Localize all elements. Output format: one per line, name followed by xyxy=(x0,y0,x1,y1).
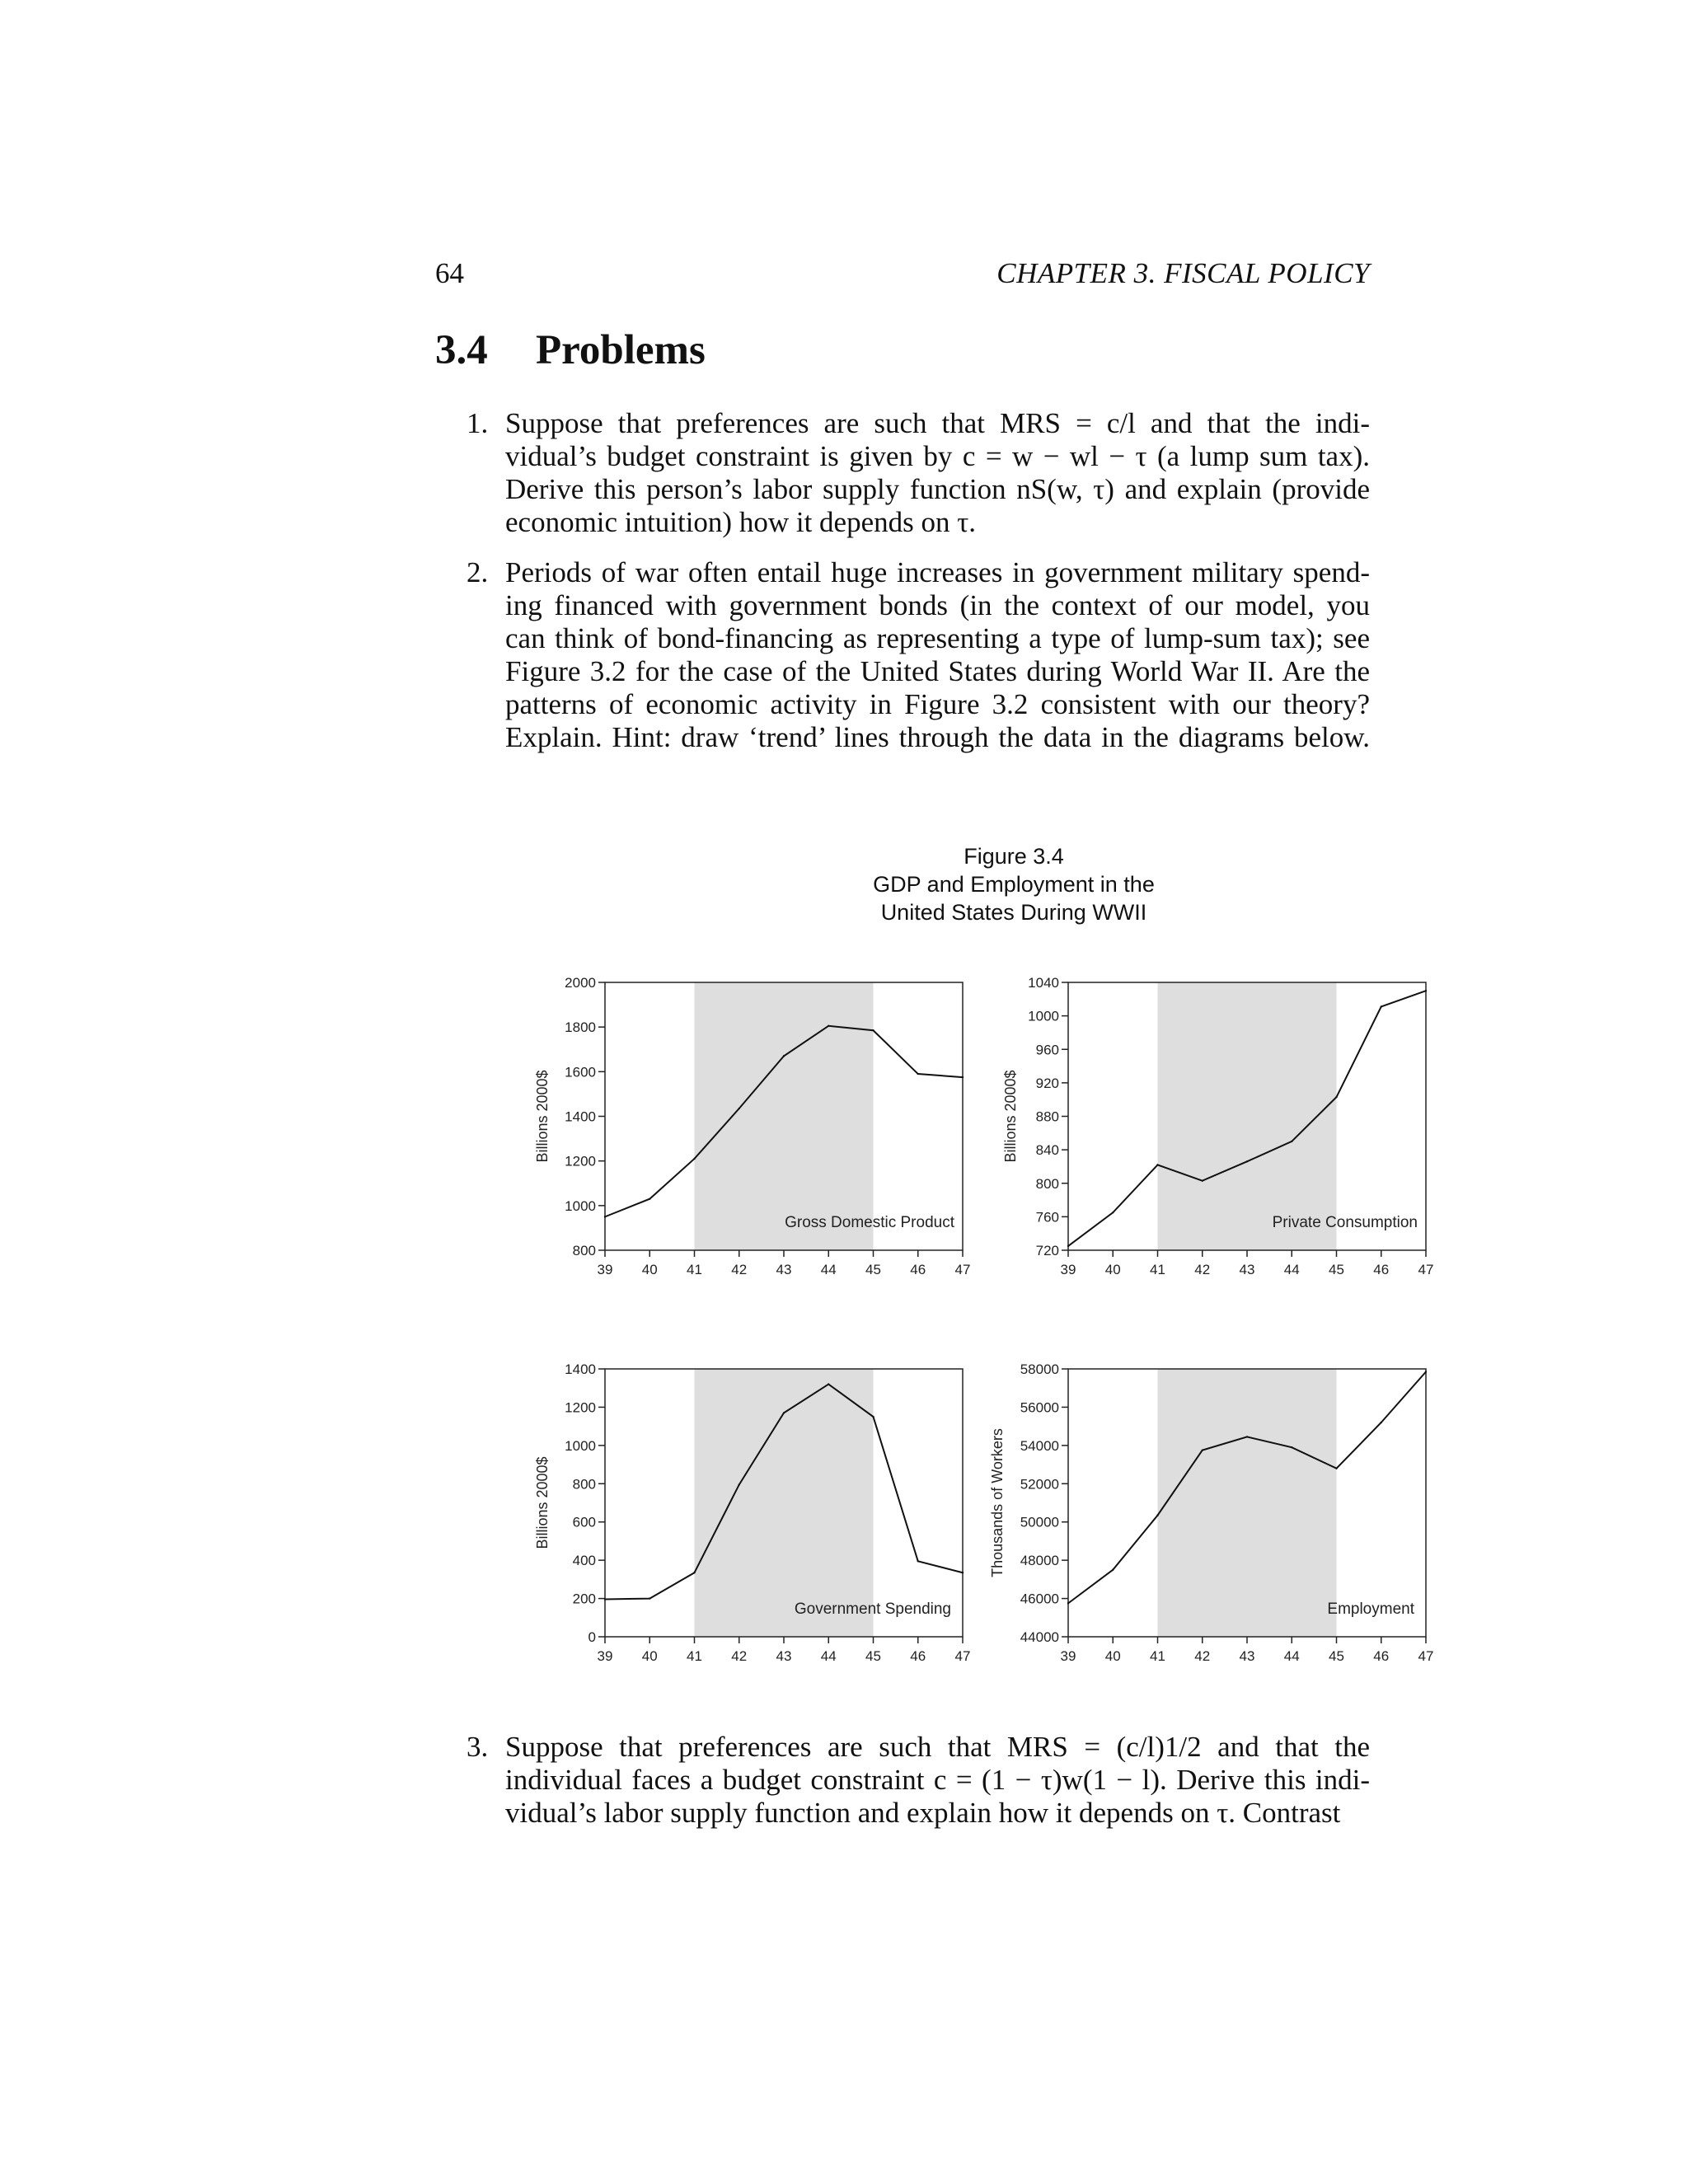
data-point xyxy=(1335,1468,1337,1469)
y-tick-label: 880 xyxy=(1035,1108,1059,1125)
data-point xyxy=(1112,1569,1114,1571)
data-point xyxy=(1202,1449,1203,1451)
data-point xyxy=(783,1055,785,1057)
y-tick-label: 920 xyxy=(1035,1075,1059,1091)
x-tick-label: 44 xyxy=(820,1262,837,1277)
x-tick-label: 43 xyxy=(776,1262,792,1277)
x-tick-label: 47 xyxy=(954,1262,971,1277)
problem-line: patterns of economic activity in Figure 3.2 consistent with our theory? xyxy=(505,688,1370,720)
section-number: 3.4 xyxy=(435,327,488,373)
chart-panel xyxy=(534,975,970,1277)
x-tick-label: 46 xyxy=(1373,1648,1390,1664)
figure-title-line: GDP and Employment in the xyxy=(873,872,1155,897)
data-point xyxy=(917,1073,919,1075)
chart-panel xyxy=(1002,975,1433,1277)
y-tick-label: 840 xyxy=(1035,1142,1059,1159)
problem-line: can think of bond-financing as representing a type of lump-sum tax); see xyxy=(505,622,1370,654)
data-point xyxy=(1156,1164,1158,1165)
data-point xyxy=(828,1383,829,1385)
x-tick-label: 44 xyxy=(1283,1262,1300,1277)
data-point xyxy=(1381,1005,1382,1007)
y-tick-label: 46000 xyxy=(1020,1591,1059,1607)
problem-number: 1. xyxy=(467,407,489,439)
problem-line: Periods of war often entail huge increases in government military spend- xyxy=(505,556,1370,588)
y-tick-label: 50000 xyxy=(1020,1514,1059,1530)
x-tick-label: 39 xyxy=(1060,1262,1076,1277)
section-title: Problems xyxy=(536,327,706,373)
y-tick-label: 1800 xyxy=(565,1019,596,1036)
y-tick-label: 1600 xyxy=(565,1064,596,1080)
problem-line: individual faces a budget constraint c = (1 − τ)w(1 − l). Derive this indi- xyxy=(505,1764,1370,1796)
y-tick-label: 48000 xyxy=(1020,1553,1059,1569)
problem-line: ing financed with government bonds (in the context of our model, you xyxy=(505,589,1370,621)
x-tick-label: 41 xyxy=(1150,1262,1165,1277)
y-tick-label: 54000 xyxy=(1020,1437,1059,1454)
problem-line: Suppose that preferences are such that MRS = c/l and that the indi- xyxy=(505,407,1370,439)
data-point xyxy=(693,1158,695,1160)
problem-line: vidual’s budget constraint is given by c = w − wl − τ (a lump sum tax). xyxy=(505,440,1370,472)
problem-line: Derive this person’s labor supply function nS(w, τ) and explain (provide xyxy=(505,473,1370,505)
data-point xyxy=(1425,990,1427,991)
x-tick-label: 43 xyxy=(1239,1262,1255,1277)
y-tick-label: 52000 xyxy=(1020,1476,1059,1493)
panel-label: Private Consumption xyxy=(1272,1214,1418,1231)
x-tick-label: 42 xyxy=(1194,1262,1211,1277)
x-tick-label: 39 xyxy=(1060,1648,1076,1664)
problem-line: vidual’s labor supply function and explain how it depends on τ. Contrast xyxy=(505,1797,1341,1829)
x-tick-label: 44 xyxy=(820,1648,837,1664)
y-tick-label: 400 xyxy=(572,1553,596,1569)
panel-label: Government Spending xyxy=(794,1601,951,1618)
data-point xyxy=(649,1198,650,1200)
x-tick-label: 41 xyxy=(687,1262,702,1277)
y-tick-label: 800 xyxy=(572,1476,596,1493)
data-point xyxy=(1112,1212,1114,1213)
y-axis-title: Thousands of Workers xyxy=(989,1428,1006,1577)
y-axis-title: Billions 2000$ xyxy=(1002,1070,1019,1163)
data-point xyxy=(604,1598,606,1600)
data-point xyxy=(1156,1514,1158,1516)
shaded-region xyxy=(1158,1369,1337,1637)
panel-label: Employment xyxy=(1327,1601,1414,1618)
y-tick-label: 58000 xyxy=(1020,1361,1059,1377)
data-point xyxy=(783,1412,785,1413)
problem-text xyxy=(505,1731,1370,1830)
data-point xyxy=(962,1076,964,1078)
y-tick-label: 800 xyxy=(572,1243,596,1258)
y-tick-label: 1040 xyxy=(1028,975,1059,991)
data-point xyxy=(738,1483,740,1485)
problem-line: economic intuition) how it depends on τ. xyxy=(505,506,977,538)
data-point xyxy=(1425,1371,1427,1372)
data-point xyxy=(1246,1436,1248,1437)
data-point xyxy=(1067,1245,1069,1247)
x-tick-label: 39 xyxy=(597,1262,613,1277)
problem-line: Figure 3.2 for the case of the United States during World War II. Are the xyxy=(505,655,1370,687)
data-point xyxy=(604,1216,606,1217)
x-tick-label: 47 xyxy=(1418,1648,1434,1664)
data-point xyxy=(917,1560,919,1562)
shaded-region xyxy=(1158,982,1337,1250)
y-tick-label: 600 xyxy=(572,1514,596,1530)
data-point xyxy=(693,1572,695,1573)
problem-line: Suppose that preferences are such that MRS = (c/l)1/2 and that the xyxy=(505,1731,1370,1763)
y-tick-label: 1000 xyxy=(565,1197,596,1214)
x-tick-label: 46 xyxy=(910,1648,926,1664)
x-tick-label: 43 xyxy=(776,1648,792,1664)
data-point xyxy=(649,1597,650,1599)
x-tick-label: 42 xyxy=(731,1262,748,1277)
panel-label: Gross Domestic Product xyxy=(785,1214,954,1231)
y-tick-label: 760 xyxy=(1035,1209,1059,1226)
data-point xyxy=(1291,1446,1292,1448)
shaded-region xyxy=(695,982,874,1250)
y-tick-label: 1000 xyxy=(1028,1008,1059,1024)
y-tick-label: 960 xyxy=(1035,1042,1059,1058)
y-tick-label: 200 xyxy=(572,1591,596,1607)
y-tick-label: 1200 xyxy=(565,1399,596,1416)
data-point xyxy=(1381,1422,1382,1423)
page-number: 64 xyxy=(435,257,464,289)
chart-panel xyxy=(989,1361,1433,1664)
x-tick-label: 47 xyxy=(1418,1262,1434,1277)
y-tick-label: 800 xyxy=(1035,1175,1059,1192)
x-tick-label: 41 xyxy=(1150,1648,1165,1664)
data-point xyxy=(1335,1096,1337,1098)
problem-line: Explain. Hint: draw ‘trend’ lines through the data in the diagrams below. xyxy=(505,721,1370,753)
problem-number: 2. xyxy=(467,556,489,588)
x-tick-label: 47 xyxy=(954,1648,971,1664)
data-point xyxy=(1067,1602,1069,1604)
y-tick-label: 2000 xyxy=(565,975,596,991)
x-tick-label: 40 xyxy=(641,1648,658,1664)
chapter-title: CHAPTER 3. FISCAL POLICY xyxy=(996,257,1370,289)
data-point xyxy=(1202,1180,1203,1182)
y-tick-label: 0 xyxy=(588,1629,596,1645)
y-tick-label: 1400 xyxy=(565,1361,596,1377)
shaded-region xyxy=(695,1369,874,1637)
problem-3 xyxy=(467,1731,1370,1830)
data-point xyxy=(872,1029,874,1031)
y-tick-label: 720 xyxy=(1035,1243,1059,1258)
x-tick-label: 40 xyxy=(1104,1262,1121,1277)
data-point xyxy=(1246,1160,1248,1162)
problem-number: 3. xyxy=(467,1731,489,1763)
figure-title-line: Figure 3.4 xyxy=(964,844,1064,869)
x-tick-label: 41 xyxy=(687,1648,702,1664)
x-tick-label: 42 xyxy=(731,1648,748,1664)
y-tick-label: 1000 xyxy=(565,1437,596,1454)
data-point xyxy=(872,1416,874,1418)
chart-panel xyxy=(534,1361,970,1664)
x-tick-label: 40 xyxy=(641,1262,658,1277)
y-tick-label: 1400 xyxy=(565,1108,596,1125)
x-tick-label: 45 xyxy=(1329,1648,1344,1664)
x-tick-label: 43 xyxy=(1239,1648,1255,1664)
x-tick-label: 45 xyxy=(865,1648,881,1664)
data-point xyxy=(828,1025,829,1027)
x-tick-label: 46 xyxy=(910,1262,926,1277)
y-axis-title: Billions 2000$ xyxy=(534,1456,551,1549)
x-tick-label: 45 xyxy=(1329,1262,1344,1277)
x-tick-label: 46 xyxy=(1373,1262,1390,1277)
y-tick-label: 56000 xyxy=(1020,1399,1059,1416)
x-tick-label: 45 xyxy=(865,1262,881,1277)
data-point xyxy=(738,1108,740,1109)
x-tick-label: 44 xyxy=(1283,1648,1300,1664)
data-point xyxy=(1291,1141,1292,1142)
y-tick-label: 44000 xyxy=(1020,1629,1059,1645)
data-point xyxy=(962,1572,964,1573)
x-tick-label: 42 xyxy=(1194,1648,1211,1664)
figure-title-line: United States During WWII xyxy=(880,900,1147,925)
y-axis-title: Billions 2000$ xyxy=(534,1070,551,1163)
y-tick-label: 1200 xyxy=(565,1153,596,1169)
x-tick-label: 40 xyxy=(1104,1648,1121,1664)
x-tick-label: 39 xyxy=(597,1648,613,1664)
